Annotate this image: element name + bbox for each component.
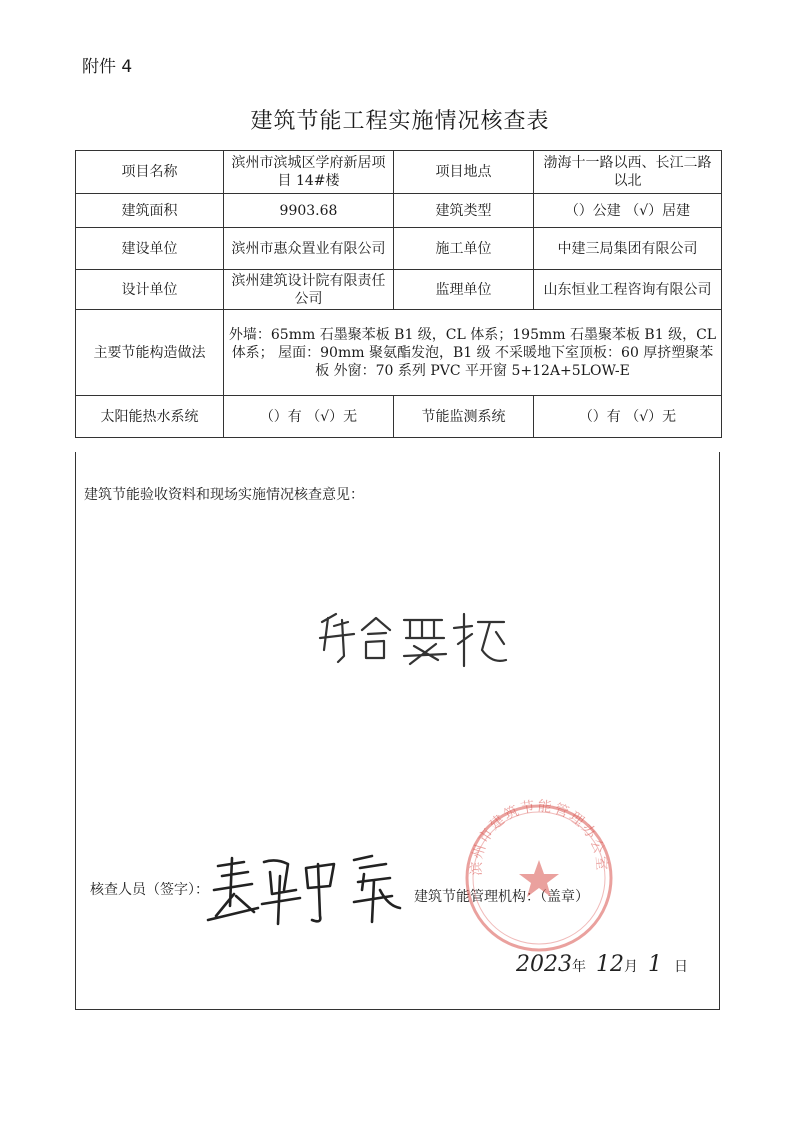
designer-label: 设计单位 — [76, 270, 224, 310]
date-day-handwritten: 1 — [648, 952, 662, 977]
handwritten-opinion — [314, 600, 514, 680]
project-name-value: 滨州市滨城区学府新居项目 14#楼 — [224, 151, 394, 194]
supervisor-label: 监理单位 — [394, 270, 534, 310]
date-month-char: 月 — [624, 959, 638, 975]
official-seal — [459, 798, 619, 958]
page-title: 建筑节能工程实施情况核查表 — [250, 109, 550, 134]
svg-text:滨州市建筑节能管理办公室: 滨州市建筑节能管理办公室 — [468, 798, 610, 876]
building-type-label: 建筑类型 — [394, 194, 534, 228]
constructor-value: 中建三局集团有限公司 — [534, 228, 722, 270]
project-info-table — [75, 150, 722, 438]
building-type-value: （）公建 （√）居建 — [534, 194, 722, 228]
building-area-label: 建筑面积 — [76, 194, 224, 228]
checker-label: 核查人员（签字）： — [90, 882, 209, 898]
monitoring-system-label: 节能监测系统 — [394, 396, 534, 438]
designer-value: 滨州建筑设计院有限责任公司 — [224, 270, 394, 310]
monitoring-system-value: （）有 （√）无 — [534, 396, 722, 438]
date-line — [516, 952, 688, 977]
solar-system-value: （）有 （√）无 — [224, 396, 394, 438]
agency-label: 建筑节能管理机构：（盖章） — [414, 889, 589, 905]
date-day-char: 日 — [674, 959, 688, 975]
table-row — [76, 270, 722, 310]
constructor-label: 施工单位 — [394, 228, 534, 270]
date-year-char: 年 — [572, 959, 586, 975]
checker-signature — [204, 850, 406, 932]
construction-method-label: 主要节能构造做法 — [76, 310, 224, 396]
project-location-value: 渤海十一路以西、长江二路以北 — [534, 151, 722, 194]
attachment-number: 附件 4 — [82, 57, 133, 77]
developer-value: 滨州市惠众置业有限公司 — [224, 228, 394, 270]
date-year-handwritten: 2023 — [516, 952, 572, 977]
table-row — [76, 310, 722, 396]
developer-label: 建设单位 — [76, 228, 224, 270]
project-name-label: 项目名称 — [76, 151, 224, 194]
table-row — [76, 194, 722, 228]
project-location-label: 项目地点 — [394, 151, 534, 194]
supervisor-value: 山东恒业工程咨询有限公司 — [534, 270, 722, 310]
table-row — [76, 228, 722, 270]
table-row — [76, 151, 722, 194]
opinion-label: 建筑节能验收资料和现场实施情况核查意见： — [84, 487, 364, 503]
solar-system-label: 太阳能热水系统 — [76, 396, 224, 438]
date-month-handwritten: 12 — [596, 952, 624, 977]
table-row — [76, 396, 722, 438]
opinion-section — [75, 452, 720, 1010]
building-area-value: 9903.68 — [224, 194, 394, 228]
construction-method-value: 外墙：65mm 石墨聚苯板 B1 级，CL 体系；195mm 石墨聚苯板 B1 级，CL 体系； 屋面：90mm 聚氨酯发泡，B1 级 不采暖地下室顶板：60 厚挤塑聚苯板 外窗：70 系列 PVC 平开窗 5+12A+5LOW-E — [224, 310, 722, 396]
